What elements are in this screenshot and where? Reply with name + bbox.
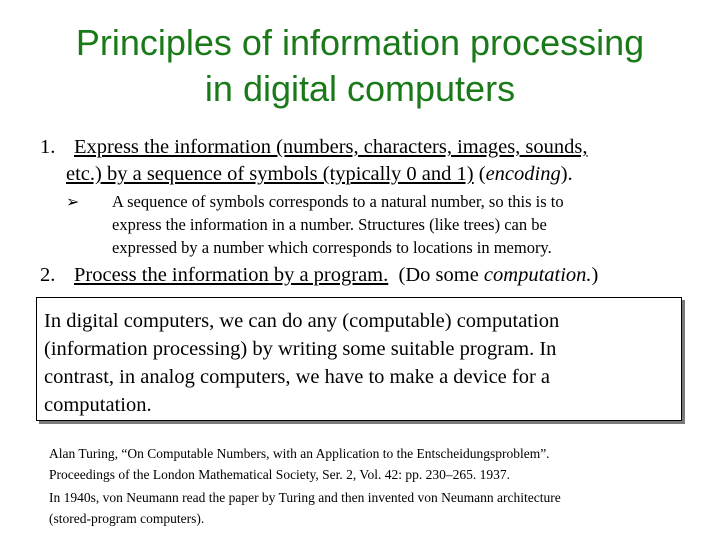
slide-title-line-1: Principles of information processing xyxy=(75,22,645,63)
item-1-line-2 xyxy=(66,161,573,188)
reference-von-neumann-line-2: (stored-program computers). xyxy=(49,511,205,526)
reference-von-neumann xyxy=(49,487,689,529)
item-2-underlined: Process the information by a program. xyxy=(74,264,389,286)
slide-title xyxy=(0,20,720,112)
highlight-box-line-2: (information processing) by writing some suitable program. In xyxy=(44,338,557,360)
reference-turing-line-2: Proceedings of the London Mathematical Society, Ser. 2, Vol. 42: pp. 230–265. 1937. xyxy=(49,467,510,482)
highlight-box-line-3: contrast, in analog computers, we have to make a device for a xyxy=(44,366,551,388)
sub-bullet-text xyxy=(112,190,692,259)
item-2-open: (Do some xyxy=(388,264,484,286)
sub-bullet-line-2: express the information in a number. Structures (like trees) can be xyxy=(112,215,547,234)
item-1-line-2-close: ). xyxy=(560,163,573,185)
reference-turing-line-1: Alan Turing, “On Computable Numbers, with an Application to the Entscheidungsproblem”. xyxy=(49,446,550,461)
item-1-number: 1. xyxy=(40,136,56,158)
slide-title-line-2: in digital computers xyxy=(204,68,516,109)
reference-turing xyxy=(49,443,689,485)
item-2-close: ) xyxy=(591,264,599,286)
highlight-box-text xyxy=(44,307,674,419)
item-1-line-2-underlined: etc.) by a sequence of symbols (typically 0 and 1) xyxy=(66,163,474,185)
highlight-box xyxy=(36,297,682,421)
item-1-line-1: Express the information (numbers, characters, images, sounds, xyxy=(74,136,588,158)
sub-bullet-line-3: expressed by a number which corresponds to locations in memory. xyxy=(112,238,552,257)
highlight-box-line-4: computation. xyxy=(44,394,152,416)
item-2-text xyxy=(74,262,598,289)
sub-bullet-line-1: A sequence of symbols corresponds to a natural number, so this is to xyxy=(112,192,564,211)
item-1-line-2-open: ( xyxy=(473,163,486,185)
item-2-number: 2. xyxy=(40,264,56,286)
item-1-encoding-term: encoding xyxy=(485,163,561,185)
highlight-box-line-1: In digital computers, we can do any (computable) computation xyxy=(44,310,560,332)
item-2-computation-term: computation. xyxy=(483,264,592,286)
arrow-bullet-icon: ➢ xyxy=(66,192,80,211)
reference-von-neumann-line-1: In 1940s, von Neumann read the paper by Turing and then invented von Neumann architecture xyxy=(49,490,561,505)
